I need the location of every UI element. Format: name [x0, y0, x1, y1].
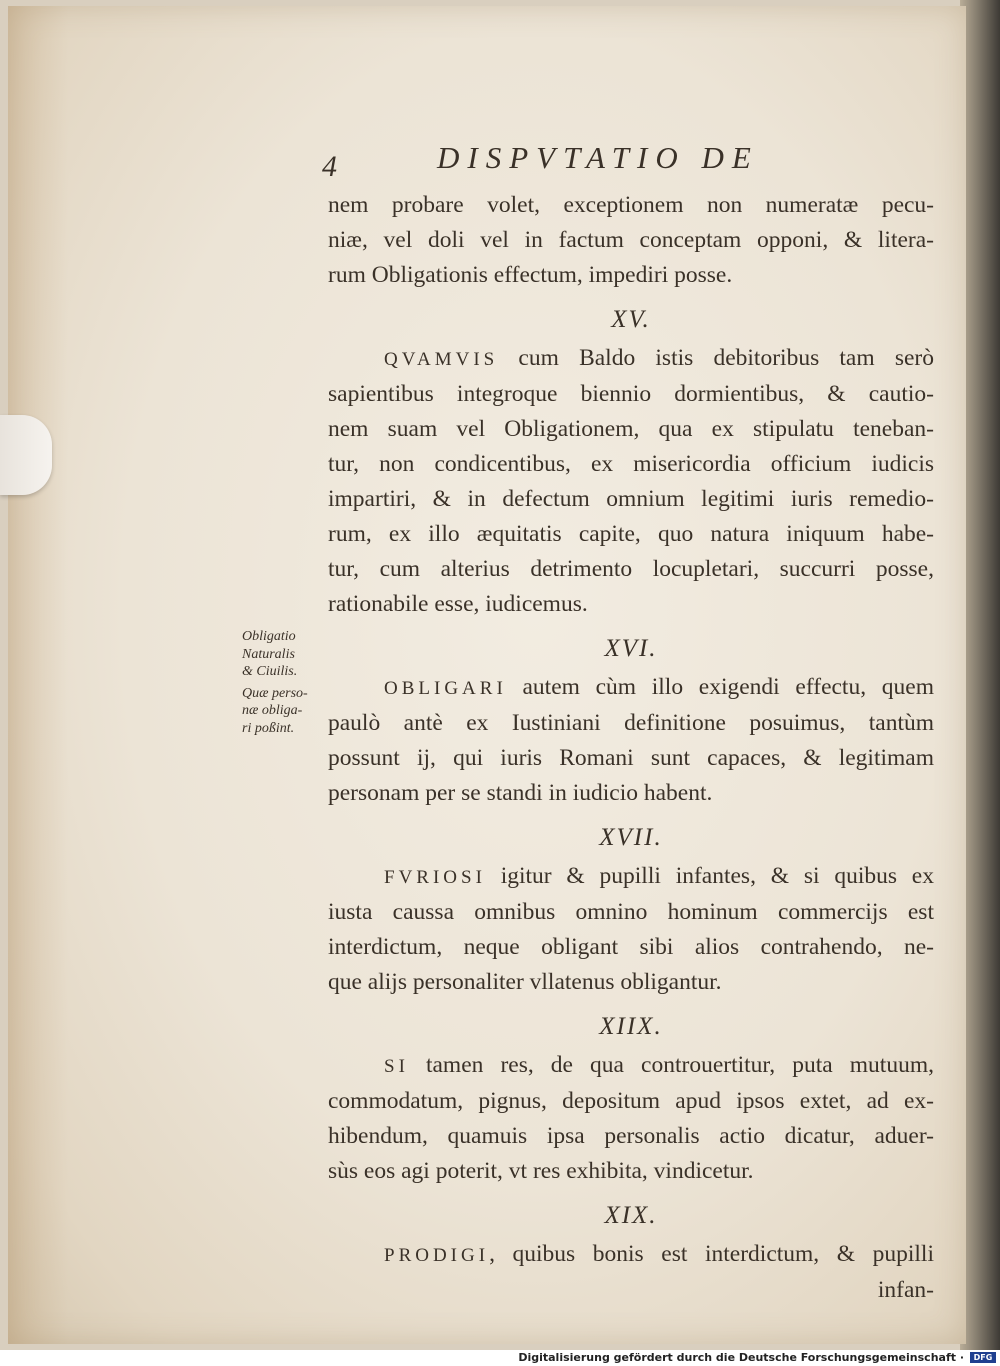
margin-note-line: Quæ perso- — [242, 685, 308, 701]
lead-word: FVRIOSI — [384, 867, 486, 888]
margin-note-line: & Ciuilis. — [242, 664, 298, 679]
lead-word: PRODIGI — [384, 1245, 490, 1266]
text-line: commodatum, pignus, depositum apud ipsos extet, ad ex- — [328, 1088, 934, 1114]
catchword: infan- — [877, 1277, 934, 1303]
text-line: rationabile esse, iudicemus. — [328, 591, 588, 617]
margin-note — [242, 628, 328, 737]
digitization-footer — [0, 1350, 1000, 1366]
text-line: iusta caussa omnibus omnino hominum commercijs est — [328, 899, 934, 925]
footer-credit: Digitalisierung gefördert durch die Deutsche Forschungsgemeinschaft · — [518, 1351, 964, 1364]
text-line: nem suam vel Obligationem, qua ex stipulatu teneban- — [328, 416, 934, 442]
lead-word: QVAMVIS — [384, 349, 499, 370]
text-line: SI tamen res, de qua controuertitur, puta mutuum, — [384, 1052, 934, 1078]
section-heading-xvi: XVI. — [604, 635, 658, 662]
margin-note-line: næ obliga- — [242, 703, 303, 718]
text-line: impartiri, & in defectum omnium legitimi iuris remedio- — [328, 486, 934, 512]
section-heading-xvii: XVII. — [599, 824, 663, 851]
text-line: que alijs personaliter vllatenus obligantur. — [328, 969, 722, 995]
text-line: QVAMVIS cum Baldo istis debitoribus tam serò — [384, 345, 934, 371]
section-heading-xix: XIX. — [604, 1202, 658, 1229]
book-spine-edge — [960, 0, 1000, 1350]
text-line: personam per se standi in iudicio habent. — [328, 780, 713, 806]
section-heading-xv: XV. — [611, 306, 651, 333]
margin-note-line: ri poßint. — [242, 720, 295, 736]
dfg-logo-icon: DFG — [970, 1352, 996, 1363]
text-line: PRODIGI, quibus bonis est interdictum, & pupilli — [384, 1241, 934, 1267]
text-line: paulò antè ex Iustiniani definitione posuimus, tantùm — [328, 710, 934, 736]
text-line: possunt ij, qui iuris Romani sunt capaces, & legitimam — [328, 745, 934, 771]
text-line: FVRIOSI igitur & pupilli infantes, & si quibus ex — [384, 863, 934, 889]
text-line: sapientibus integroque biennio dormientibus, & cautio- — [328, 381, 934, 407]
text-line: hibendum, quamuis ipsa personalis actio dicatur, aduer- — [328, 1123, 934, 1149]
text-line: OBLIGARI autem cùm illo exigendi effectu, quem — [384, 674, 934, 700]
text-line: interdictum, neque obligant sibi alios contrahendo, ne- — [328, 934, 934, 960]
lead-word: OBLIGARI — [384, 678, 507, 699]
margin-note-line: Obligatio — [242, 629, 296, 644]
page-header — [322, 140, 842, 186]
text-line: tur, cum alterius detrimento locupletari, succurri posse, — [328, 556, 934, 582]
page-clip — [0, 415, 52, 495]
section-heading-xiix: XIIX. — [599, 1013, 663, 1040]
running-head: DISPVTATIO DE — [437, 140, 759, 175]
text-line: rum, ex illo æquitatis capite, quo natura iniquum habe- — [328, 521, 934, 547]
text-line: niæ, vel doli vel in factum conceptam opponi, & litera- — [328, 227, 934, 253]
page-number: 4 — [322, 150, 337, 183]
lead-word: SI — [384, 1056, 409, 1077]
margin-note-line: Naturalis — [242, 646, 295, 662]
text-line: nem probare volet, exceptionem non numeratæ pecu- — [328, 192, 934, 218]
main-text — [328, 188, 934, 1308]
text-line: sùs eos agi poterit, vt res exhibita, vindicetur. — [328, 1158, 754, 1184]
text-line: rum Obligationis effectum, impediri posse. — [328, 262, 733, 288]
text-line: tur, non condicentibus, ex misericordia officium iudicis — [328, 451, 934, 477]
page-edge-stain — [8, 6, 68, 1344]
